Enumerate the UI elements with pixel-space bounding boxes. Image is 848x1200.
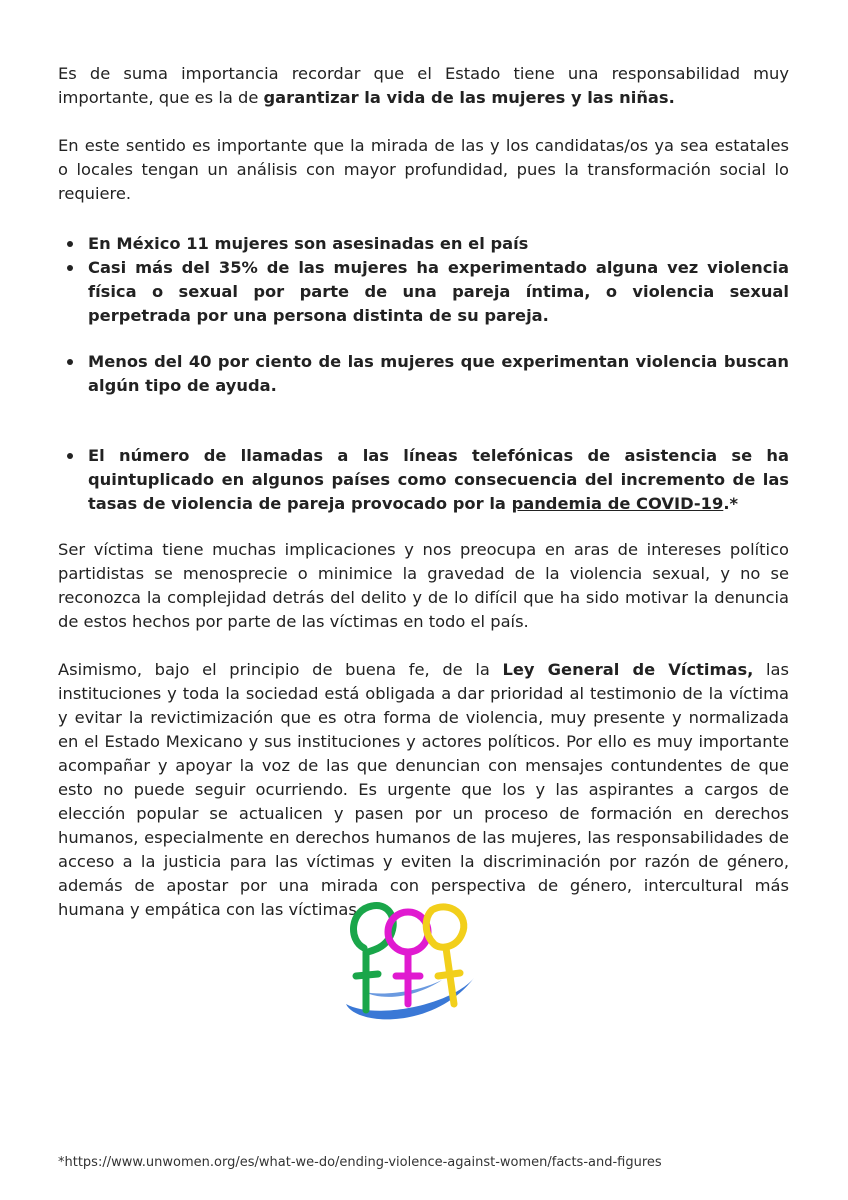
paragraph-law (58, 658, 789, 922)
paragraph-state-responsibility (58, 62, 789, 110)
list-item: En México 11 mujeres son asesinadas en el país (88, 232, 789, 256)
list-item-text: El número de llamadas a las líneas telefónicas de asistencia se ha quintuplicado en algunos países como consecuencia del incremento de las tasas de violencia de pareja provocado por la (88, 446, 789, 513)
law-name: Ley General de Víctimas, (502, 660, 754, 679)
blue-swoosh-icon (364, 980, 442, 997)
paragraph-text: Es de suma importancia recordar que el Estado tiene una responsabilidad muy importante, que es la de (58, 64, 789, 107)
paragraph-candidates: En este sentido es importante que la mirada de las y los candidatas/os ya sea estatales o locales tengan un análisis con mayor profundidad, pues la transformación social lo requiere. (58, 136, 789, 203)
statistics-list (58, 350, 789, 398)
footnote-marker: .* (723, 494, 739, 513)
paragraph-text: Asimismo, bajo el principio de buena fe, de la (58, 660, 503, 679)
list-item (88, 444, 789, 516)
women-symbols-logo-icon (334, 900, 484, 1028)
statistics-list (58, 444, 789, 516)
list-item: Casi más del 35% de las mujeres ha experimentado alguna vez violencia física o sexual por parte de una pareja íntima, o violencia sexual perpetrada por una persona distinta de su pareja. (88, 256, 789, 328)
document-body (58, 62, 789, 922)
paragraph-text: las instituciones y toda la sociedad está obligada a dar prioridad al testimonio de la víctima y evitar la revictimización que es otra forma de violencia, muy presente y normalizada en el Estado Mexicano y sus instituciones y actores políticos. Por ello es muy importante acompañar y apoyar la voz de las que denuncian con mensajes contundentes de que esto no puede seguir ocurriendo. Es urgente que los y las aspirantes a cargos de elección popular se actualicen y pasen por un proceso de formación en derechos humanos, especialmente en derechos humanos de las mujeres, las responsabilidades de acceso a la justicia para las víctimas y eviten la discriminación por razón de género, además de apostar por una mirada con perspectiva de género, intercultural más humana y empática con las víctimas. (58, 660, 789, 919)
yellow-venus-icon (426, 907, 464, 1004)
footnote-url[interactable]: *https://www.unwomen.org/es/what-we-do/ending-violence-against-women/facts-and-figures (58, 1155, 662, 1170)
paragraph-victims: Ser víctima tiene muchas implicaciones y nos preocupa en aras de intereses político partidistas se menosprecie o minimice la gravedad de la violencia sexual, y no se reconozca la complejidad detrás del delito y de lo difícil que ha sido motivar la denuncia de estos hechos por parte de las víctimas en todo el país. (58, 540, 789, 631)
bold-emphasis: garantizar la vida de las mujeres y las niñas. (263, 88, 675, 107)
footnote-source (58, 1154, 662, 1172)
covid-link[interactable]: pandemia de COVID-19 (511, 494, 724, 513)
statistics-list (58, 232, 789, 328)
list-item: Menos del 40 por ciento de las mujeres que experimentan violencia buscan algún tipo de ayuda. (88, 350, 789, 398)
